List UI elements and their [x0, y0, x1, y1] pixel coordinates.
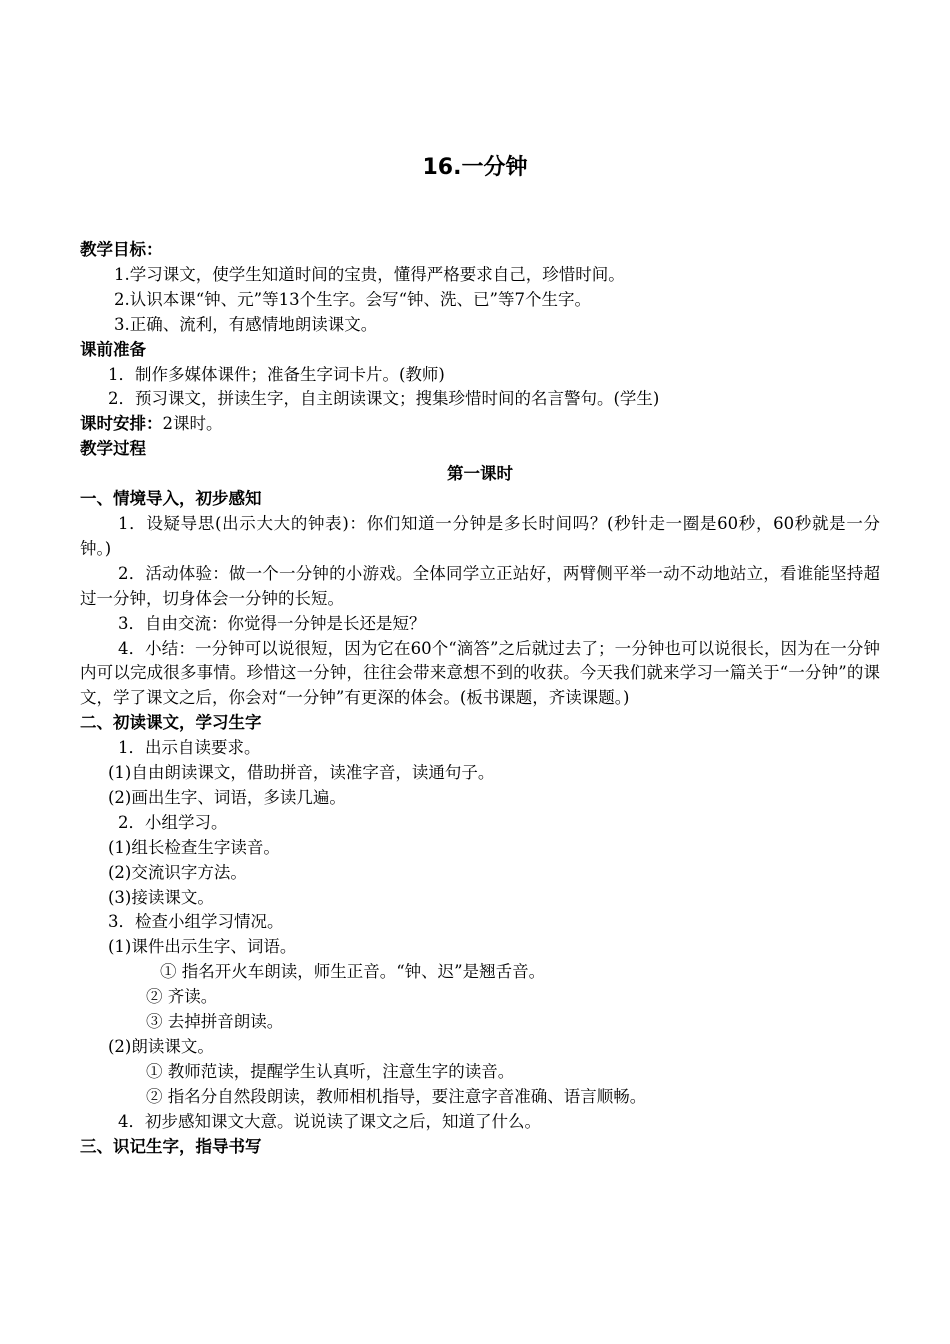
objectives-heading: 教学目标：	[80, 240, 163, 259]
preparation-item: 2．预习课文，拼读生字，自主朗读课文；搜集珍惜时间的名言警句。(学生)	[108, 389, 660, 409]
preparation-heading: 课前准备	[80, 339, 146, 359]
step-line: 3．检查小组学习情况。	[108, 912, 284, 932]
lesson-title: 第一课时	[447, 464, 513, 484]
step-line: 2．小组学习。	[118, 812, 228, 832]
section-paragraph: 2．活动体验：做一个一分钟的小游戏。全体同学立正站好，两臂侧平举一动不动地站立，看谁能坚持超过一分钟，切身体会一分钟的长短。	[80, 563, 880, 608]
sub-step-line: (2)画出生字、词语，多读几遍。	[108, 787, 346, 807]
section-heading: 二、初读课文，学习生字	[80, 713, 262, 733]
sub-step-line: (1)组长检查生字读音。	[108, 837, 280, 857]
section-paragraph: 3．自由交流：你觉得一分钟是长还是短？	[118, 613, 426, 633]
document-body	[80, 238, 880, 1160]
sub-step-line: (1)课件出示生字、词语。	[108, 937, 297, 957]
circled-step-line: ③ 去掉拼音朗读。	[146, 1012, 284, 1032]
circled-step-line: ② 指名分自然段朗读，教师相机指导，要注意字音准确、语言顺畅。	[146, 1086, 647, 1106]
process-heading: 教学过程	[80, 439, 146, 459]
circled-step-line: ② 齐读。	[146, 987, 218, 1007]
schedule-label: 课时安排：	[80, 414, 163, 434]
section-heading: 三、识记生字，指导书写	[80, 1136, 262, 1156]
page-title: 16.一分钟	[422, 155, 528, 180]
circled-step-line: ① 指名开火车朗读，师生正音。“钟、迟”是翘舌音。	[160, 962, 546, 982]
preparation-item: 1．制作多媒体课件；准备生字词卡片。(教师)	[108, 364, 445, 384]
objective-item: 1.学习课文，使学生知道时间的宝贵，懂得严格要求自己，珍惜时间。	[114, 264, 625, 284]
sub-step-line: (2)交流识字方法。	[108, 862, 247, 882]
circled-step-line: ① 教师范读，提醒学生认真听，注意生字的读音。	[146, 1061, 515, 1081]
section-heading: 一、情境导入，初步感知	[80, 489, 262, 509]
sub-step-line: (3)接读课文。	[108, 887, 214, 907]
objective-item: 3.正确、流利，有感情地朗读课文。	[114, 314, 378, 334]
schedule-line	[80, 412, 880, 437]
sub-step-line: (1)自由朗读课文，借助拼音，读准字音，读通句子。	[108, 763, 495, 783]
step-line: 4．初步感知课文大意。说说读了课文之后，知道了什么。	[118, 1111, 541, 1131]
sub-step-line: (2)朗读课文。	[108, 1037, 214, 1056]
section-paragraph: 4．小结：一分钟可以说很短，因为它在60个“滴答”之后就过去了；一分钟也可以说很长，因为在一分钟内可以完成很多事情。珍惜这一分钟，往往会带来意想不到的收获。今天我们就来学习一篇关于“一分钟”的课文，学了课文之后，你会对“一分钟”有更深的体会。(板书课题，齐读课题。)	[80, 638, 880, 708]
schedule-value: 2课时。	[162, 414, 223, 434]
step-line: 1．出示自读要求。	[118, 738, 261, 758]
section-paragraph: 1．设疑导思(出示大大的钟表)：你们知道一分钟是多长时间吗？(秒针走一圈是60秒，60秒就是一分钟。)	[80, 513, 880, 558]
objective-item: 2.认识本课“钟、元”等13个生字。会写“钟、洗、已”等7个生字。	[114, 289, 591, 309]
